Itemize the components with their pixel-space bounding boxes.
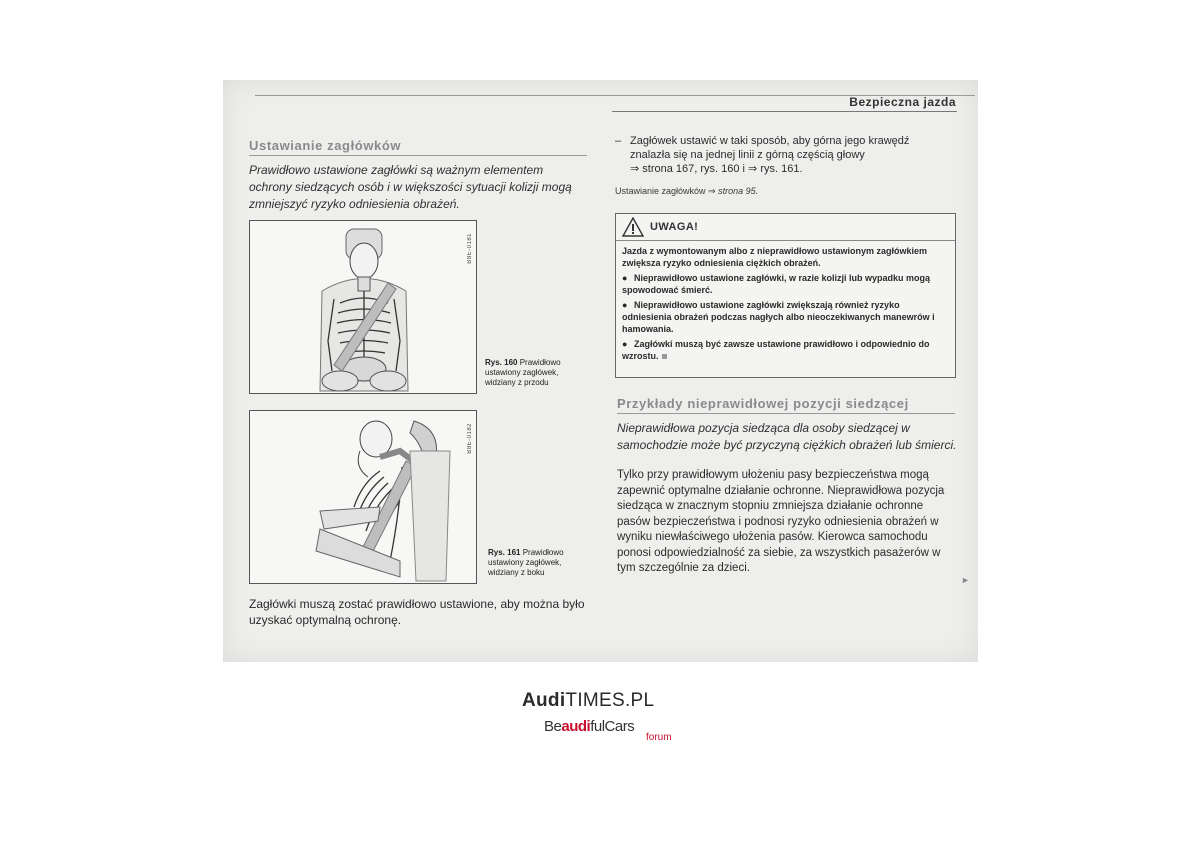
caption-number: Rys. 160 xyxy=(485,358,518,367)
outro-text: Zagłówki muszą zostać prawidłowo ustawione, aby można było uzyskać optymalną ochronę. xyxy=(249,597,585,627)
skeleton-front-illustration xyxy=(250,221,476,393)
step-line-3: ⇒ strona 167, rys. 160 i ⇒ rys. 161. xyxy=(630,163,803,175)
right-column-top xyxy=(615,134,957,197)
figure-caption-front xyxy=(485,358,585,388)
bullet-dot: ● xyxy=(622,273,628,283)
warning-lead: Jazda z wymontowanym albo z nieprawidłowo ustawionym zagłówkiem zwiększa ryzyko odniesienia ciężkich obrażeń. xyxy=(622,246,928,268)
left-column xyxy=(249,138,589,213)
end-mark-icon xyxy=(662,354,667,359)
beaudiful-cars-logo xyxy=(544,718,634,735)
running-header: Bezpieczna jazda xyxy=(849,95,956,109)
body-text: Tylko przy prawidłowym ułożeniu pasy bezpieczeństwa mogą zapewnić optymalne działanie ochronne. Nieprawidłowa pozycja siedząca w znacznym stopniu zmniejsza działanie ochronne pasów bezpieczeństwa i podnosi ryzyko odniesienia obrażeń w wyniku niewłaściwego ułożenia pasów. Kierowca samochodu ponosi odpowiedzialność za siebie, za wszystkich pasażerów w tym szczególnie za dzieci. xyxy=(617,469,945,574)
instruction-step xyxy=(615,134,957,176)
intro-text-2: Nieprawidłowa pozycja siedząca dla osoby siedzącej w samochodzie może być przyczyną ciężkich obrażeń lub śmierci. xyxy=(617,421,957,452)
ref-prefix: Ustawianie zagłówków ⇒ xyxy=(615,186,716,196)
warning-bullet xyxy=(622,272,949,296)
section-rule xyxy=(617,413,955,414)
figure-code: B8E-0182 xyxy=(467,423,473,454)
section-heading-headrests: Ustawianie zagłówków xyxy=(249,138,402,153)
audi-times-logo xyxy=(522,690,654,712)
figure-caption-side xyxy=(488,548,588,578)
bullet-dot: ● xyxy=(622,339,628,349)
forum-label: forum xyxy=(646,732,672,743)
intro-text: Prawidłowo ustawione zagłówki są ważnym elementem ochrony siedzących osób i w większości sytuacji kolizji mogą zmniejszyć ryzyko odniesienia obrażeń. xyxy=(249,163,572,211)
warning-bullet xyxy=(622,299,949,335)
next-page-arrow-icon: ► xyxy=(961,575,970,585)
bullet-text: Zagłówki muszą być zawsze ustawione prawidłowo i odpowiednio do wzrostu. xyxy=(622,339,930,361)
step-line-2: znalazła się na jednej linii z górną częścią głowy xyxy=(630,149,865,161)
warning-title: UWAGA! xyxy=(650,221,699,233)
caption-number: Rys. 161 xyxy=(488,548,521,557)
logo-part: Be xyxy=(544,718,562,735)
cross-reference xyxy=(615,186,957,197)
step-line-1: Zagłówek ustawić w taki sposób, aby górna jego krawędź xyxy=(630,135,910,147)
logo-times: TIMES.PL xyxy=(565,690,655,711)
caption-text: Prawidłowo ustawiony zagłówek, widziany z boku xyxy=(488,548,564,577)
figure-code: B8E-0181 xyxy=(467,233,473,264)
logo-part: fulCars xyxy=(590,718,635,735)
right-column-bottom xyxy=(617,396,957,577)
warning-triangle-icon xyxy=(622,217,644,237)
bullet-dot: ● xyxy=(622,300,628,310)
warning-bullet xyxy=(622,338,949,362)
section-heading-seating: Przykłady nieprawidłowej pozycji siedzącej xyxy=(617,396,909,411)
skeleton-side-illustration xyxy=(250,411,476,583)
ref-link: strona 95. xyxy=(718,186,759,196)
bullet-text: Nieprawidłowo ustawione zagłówki zwiększają również ryzyko odniesienia obrażeń podczas nagłych albo nieoczekiwanych manewrów i hamowania. xyxy=(622,300,935,334)
bullet-text: Nieprawidłowo ustawione zagłówki, w razie kolizji lub wypadku mogą spowodować śmierć. xyxy=(622,273,931,295)
logo-part: audi xyxy=(561,718,591,735)
figure-side-view xyxy=(249,410,477,584)
logo-audi: Audi xyxy=(522,690,566,711)
warning-box xyxy=(615,213,956,378)
step-dash: – xyxy=(615,135,622,147)
caption-text: Prawidłowo ustawiony zagłówek, widziany z przodu xyxy=(485,358,561,387)
section-rule xyxy=(249,155,587,156)
warning-body xyxy=(616,241,955,369)
header-rule xyxy=(612,111,957,112)
figure-front-view xyxy=(249,220,477,394)
warning-header xyxy=(616,214,955,241)
